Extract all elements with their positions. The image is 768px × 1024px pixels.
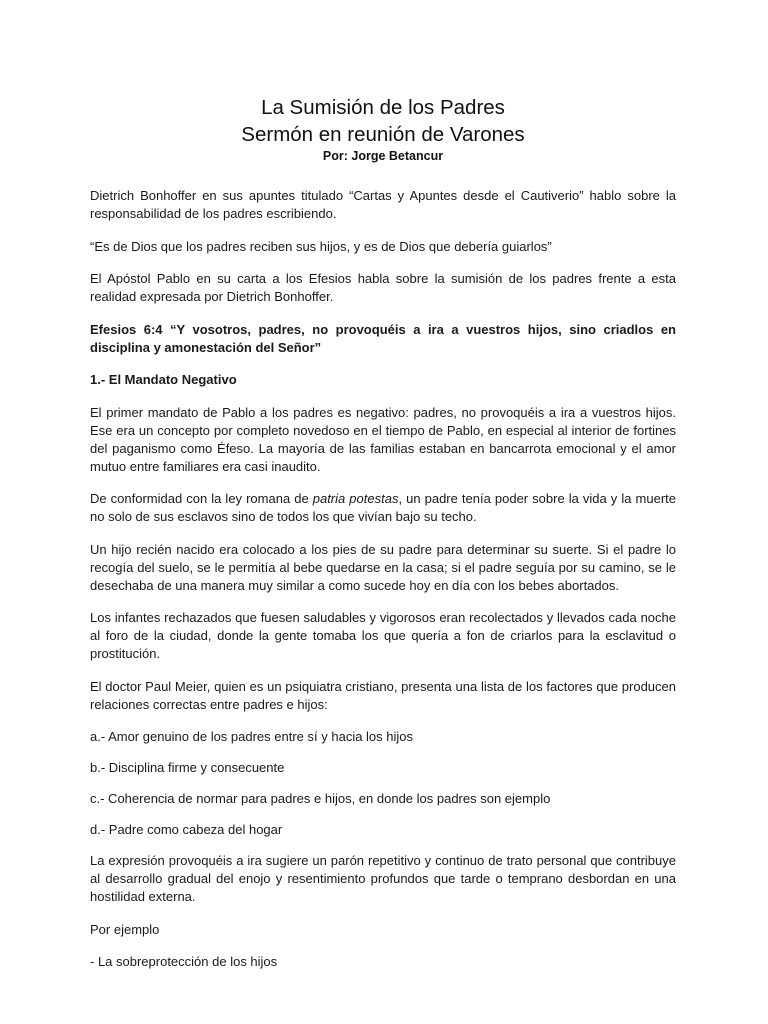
author-line: Por: Jorge Betancur <box>322 149 444 163</box>
list-item: d.- Padre como cabeza del hogar <box>90 822 283 837</box>
paragraph-apostle: El Apóstol Pablo en su carta a los Efesios habla sobre la sumisión de los padres frente a esta realidad expresada por Dietrich Bonhoffer. <box>90 271 676 304</box>
document-body <box>90 94 676 986</box>
paragraph-quote: “Es de Dios que los padres reciben sus hijos, y es de Dios que debería guiarlos” <box>90 238 552 254</box>
paragraph-infants: Los infantes rechazados que fuesen saludables y vigorosos eran recolectados y llevados cada noche al foro de la ciudad, donde la gente tomaba los que quería a fon de criarlos para la esclavitud o prostitución. <box>90 610 676 661</box>
paragraph-roman-law <box>90 490 676 526</box>
title-line-1: La Sumisión de los Padres <box>261 96 505 119</box>
paragraph-newborn: Un hijo recién nacido era colocado a los pies de su padre para determinar su suerte. Si el padre lo recogía del suelo, se le permitía al bebe quedarse en la casa; si el padre seguía por su camino, se le desechaba de una manera muy similar a como sucede hoy en día con los bebes abortados. <box>90 541 676 593</box>
text-after-italic: , un padre tenía poder sobre la vida y la muerte no solo de sus esclavos sino de todos los que vivían bajo su techo. <box>90 491 676 524</box>
paragraph-example: Por ejemplo <box>90 921 160 937</box>
list-item: c.- Coherencia de normar para padres e hijos, en donde los padres son ejemplo <box>90 791 551 806</box>
paragraph-intro: Dietrich Bonhoffer en sus apuntes titulado “Cartas y Apuntes desde el Cautiverio” hablo sobre la responsabilidad de los padres escribiendo. <box>90 188 676 221</box>
bible-verse: Efesios 6:4 “Y vosotros, padres, no provoquéis a ira a vuestros hijos, sino criadlos en disciplina y amonestación del Señor” <box>90 321 676 355</box>
list-item: b.- Disciplina firme y consecuente <box>90 760 285 775</box>
paragraph-meier: El doctor Paul Meier, quien es un psiquiatra cristiano, presenta una lista de los factores que producen relaciones correctas entre padres e hijos: <box>90 678 676 712</box>
title-line-2: Sermón en reunión de Varones <box>241 123 525 146</box>
paragraph-expression: La expresión provoquéis a ira sugiere un parón repetitivo y continuo de trato personal que contribuye al desarrollo gradual del enojo y resentimiento profundos que tarde o temprano desbordan en una hostilidad externa. <box>90 853 676 904</box>
italic-term: patria potestas <box>312 491 399 506</box>
paragraph-mandate: El primer mandato de Pablo a los padres es negativo: padres, no provoquéis a ira a vuestros hijos. Ese era un concepto por completo novedoso en el tiempo de Pablo, en especial al interior de fortines del paganismo como Éfeso. La mayoría de las familias estaban en bancarrota emocional y el amor mutuo entre familiares era casi inaudito. <box>90 404 676 474</box>
list-item: a.- Amor genuino de los padres entre sí y hacia los hijos <box>90 729 414 744</box>
text-before-italic: De conformidad con la ley romana de <box>90 491 313 506</box>
section-heading: 1.- El Mandato Negativo <box>90 372 237 387</box>
paragraph-overprotection: - La sobreprotección de los hijos <box>90 954 278 969</box>
